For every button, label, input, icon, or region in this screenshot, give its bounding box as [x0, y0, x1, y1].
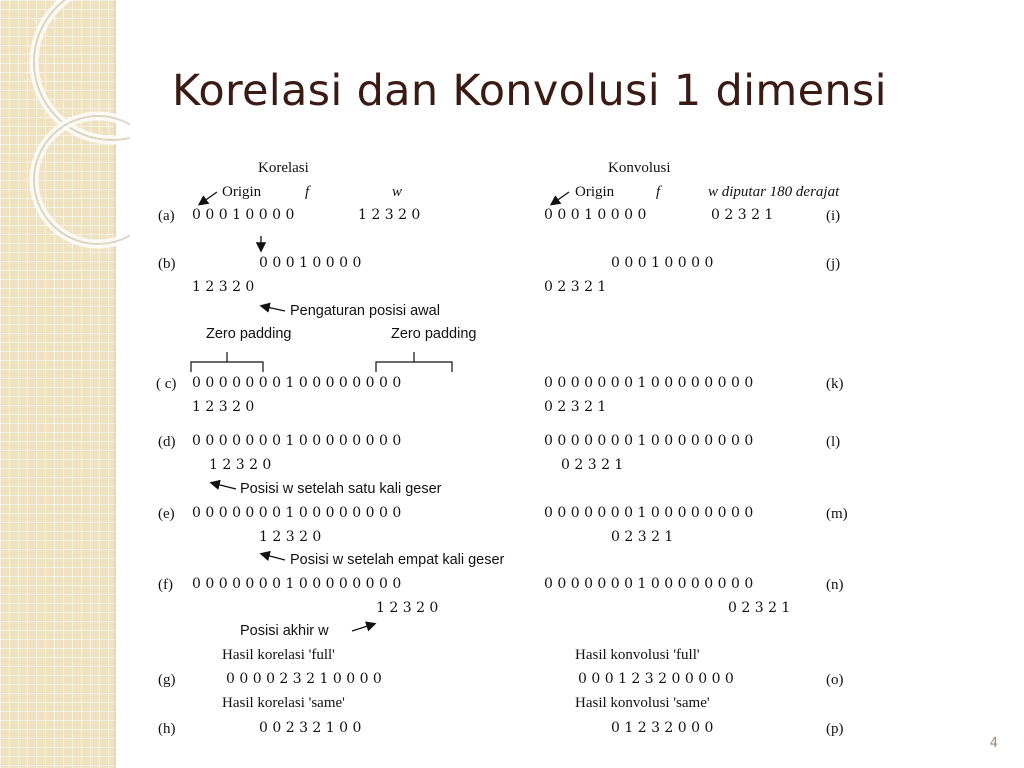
row-e-w: 1 2 3 2 0 [259, 529, 322, 545]
row-i-f: 0 0 0 1 0 0 0 0 [544, 207, 647, 223]
row-l-f: 0 0 0 0 0 0 0 1 0 0 0 0 0 0 0 0 [544, 433, 754, 449]
korelasi-w-label: w [392, 184, 403, 200]
row-b-w: 1 2 3 2 0 [192, 279, 255, 295]
row-k-f: 0 0 0 0 0 0 0 1 0 0 0 0 0 0 0 0 [544, 375, 754, 391]
row-label-g: (g) [158, 672, 176, 688]
hasil-korelasi-same-label: Hasil korelasi 'same' [222, 695, 345, 711]
row-d-w: 1 2 3 2 0 [209, 457, 272, 473]
konvolusi-f-label: f [656, 184, 661, 200]
row-l-w: 0 2 3 2 1 [561, 457, 624, 473]
row-j-w: 0 2 3 2 1 [544, 279, 607, 295]
row-p-conv: 0 1 2 3 2 0 0 0 [611, 720, 714, 736]
row-c-w: 1 2 3 2 0 [192, 399, 255, 415]
konvolusi-origin-label: Origin [575, 184, 615, 200]
annotation-satu-kali: Posisi w setelah satu kali geser [240, 481, 442, 497]
annotation-empat-kali: Posisi w setelah empat kali geser [290, 552, 505, 568]
hasil-konvolusi-full-label: Hasil konvolusi 'full' [575, 647, 700, 663]
satu-kali-arrow [212, 483, 236, 489]
row-f-f: 0 0 0 0 0 0 0 1 0 0 0 0 0 0 0 0 [192, 576, 402, 592]
row-g-corr: 0 0 0 0 2 3 2 1 0 0 0 0 [226, 671, 382, 687]
row-h-corr: 0 0 2 3 2 1 0 0 [259, 720, 362, 736]
row-label-a: (a) [158, 208, 175, 224]
row-c-f: 0 0 0 0 0 0 0 1 0 0 0 0 0 0 0 0 [192, 375, 402, 391]
row-label-o: (o) [826, 672, 844, 688]
akhir-arrow [352, 624, 374, 631]
annotation-akhir: Posisi akhir w [240, 623, 329, 639]
korelasi-heading: Korelasi [258, 160, 309, 176]
row-label-h: (h) [158, 721, 176, 737]
annotation-zero-padding-right: Zero padding [391, 326, 477, 342]
row-label-b: (b) [158, 256, 176, 272]
slide-title: Korelasi dan Konvolusi 1 dimensi [172, 66, 887, 116]
row-k-w: 0 2 3 2 1 [544, 399, 607, 415]
hasil-konvolusi-same-label: Hasil konvolusi 'same' [575, 695, 710, 711]
row-f-w: 1 2 3 2 0 [376, 600, 439, 616]
row-a-w: 1 2 3 2 0 [358, 207, 421, 223]
annotation-zero-padding-left: Zero padding [206, 326, 292, 342]
row-o-conv: 0 0 0 1 2 3 2 0 0 0 0 0 [578, 671, 734, 687]
row-label-k: (k) [826, 376, 844, 392]
row-b-f: 0 0 0 1 0 0 0 0 [259, 255, 362, 271]
row-e-f: 0 0 0 0 0 0 0 1 0 0 0 0 0 0 0 0 [192, 505, 402, 521]
row-label-n: (n) [826, 577, 844, 593]
konvolusi-w-rot-label: w diputar 180 derajat [708, 184, 840, 200]
row-n-w: 0 2 3 2 1 [728, 600, 791, 616]
empat-kali-arrow [262, 554, 285, 560]
origin-arrow-konvolusi [552, 192, 569, 204]
row-n-f: 0 0 0 0 0 0 0 1 0 0 0 0 0 0 0 0 [544, 576, 754, 592]
row-m-w: 0 2 3 2 1 [611, 529, 674, 545]
row-m-f: 0 0 0 0 0 0 0 1 0 0 0 0 0 0 0 0 [544, 505, 754, 521]
row-j-f: 0 0 0 1 0 0 0 0 [611, 255, 714, 271]
row-label-j: (j) [826, 256, 841, 272]
zero-padding-brace-right [376, 352, 452, 372]
page-number: 4 [989, 736, 998, 751]
row-d-f: 0 0 0 0 0 0 0 1 0 0 0 0 0 0 0 0 [192, 433, 402, 449]
origin-arrow-korelasi [200, 192, 217, 204]
hasil-korelasi-full-label: Hasil korelasi 'full' [222, 647, 335, 663]
korelasi-origin-label: Origin [222, 184, 262, 200]
zero-padding-brace-left [191, 352, 263, 372]
row-a-f: 0 0 0 1 0 0 0 0 [192, 207, 295, 223]
korelasi-f-label: f [305, 184, 310, 200]
row-label-i: (i) [826, 208, 841, 224]
row-label-e: (e) [158, 506, 175, 522]
row-label-m: (m) [826, 506, 848, 522]
annotation-pengaturan: Pengaturan posisi awal [290, 303, 440, 319]
row-label-p: (p) [826, 721, 844, 737]
row-label-c: ( c) [156, 376, 177, 392]
row-i-w: 0 2 3 2 1 [711, 207, 774, 223]
pengaturan-arrow [262, 306, 285, 311]
row-label-f: (f) [158, 577, 173, 593]
row-label-l: (l) [826, 434, 841, 450]
konvolusi-heading: Konvolusi [608, 160, 671, 176]
row-label-d: (d) [158, 434, 176, 450]
